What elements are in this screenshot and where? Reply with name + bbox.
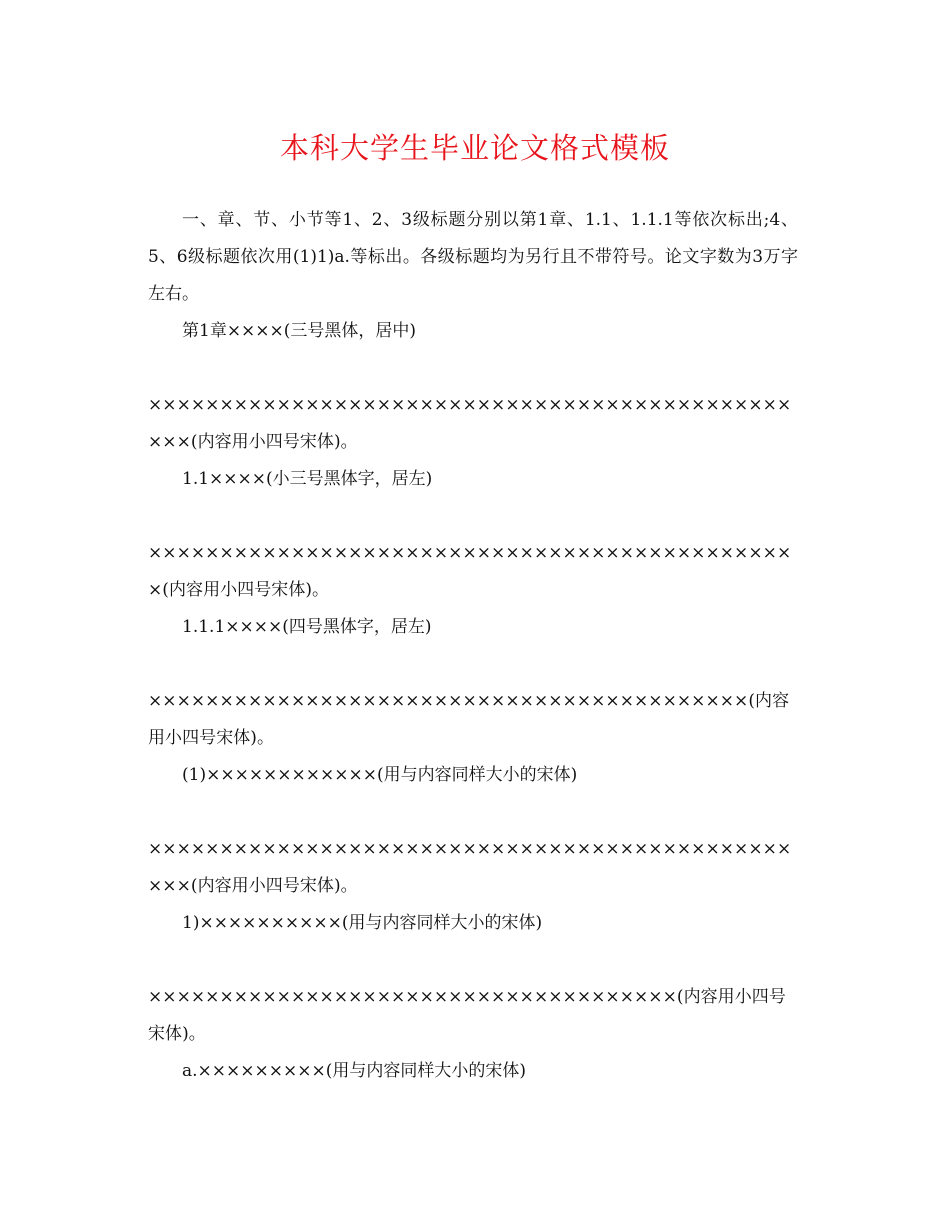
level4-body-text: ××××××××××××××××××××××××××××××××××××××××××××××××(内容用小四号宋体)。: [148, 839, 792, 896]
level5-body-text: ×××××××××××××××××××××××××××××××××××××(内容用小四号宋体)。: [148, 987, 786, 1044]
subsection-heading: 1.1.1××××(四号黑体字，居左): [182, 617, 432, 637]
document-body: [148, 202, 798, 1090]
section-heading: 1.1××××(小三号黑体字，居左): [182, 469, 433, 489]
level6-heading: a.×××××××××(用与内容同样大小的宋体): [182, 1061, 527, 1081]
document-title: 本科大学生毕业论文格式模板: [279, 131, 670, 165]
chapter-heading: 第1章××××(三号黑体，居中): [182, 321, 417, 341]
section-body-text: ××××××××××××××××××××××××××××××××××××××××××××××(内容用小四号宋体)。: [148, 543, 792, 600]
chapter-body-text: ××××××××××××××××××××××××××××××××××××××××××××××××(内容用小四号宋体)。: [148, 395, 792, 452]
subsection-body-text: ××××××××××××××××××××××××××××××××××××××××××(内容用小四号宋体)。: [148, 691, 790, 748]
intro-paragraph: 一、章、节、小节等1、2、3级标题分别以第1章、1.1、1.1.1等依次标出;4、5、6级标题依次用(1)1)a.等标出。各级标题均为另行且不带符号。论文字数为3万字左右。: [148, 210, 798, 304]
level4-heading: (1)××××××××××××(用与内容同样大小的宋体): [182, 765, 578, 785]
level5-heading: 1)××××××××××(用与内容同样大小的宋体): [182, 913, 543, 933]
